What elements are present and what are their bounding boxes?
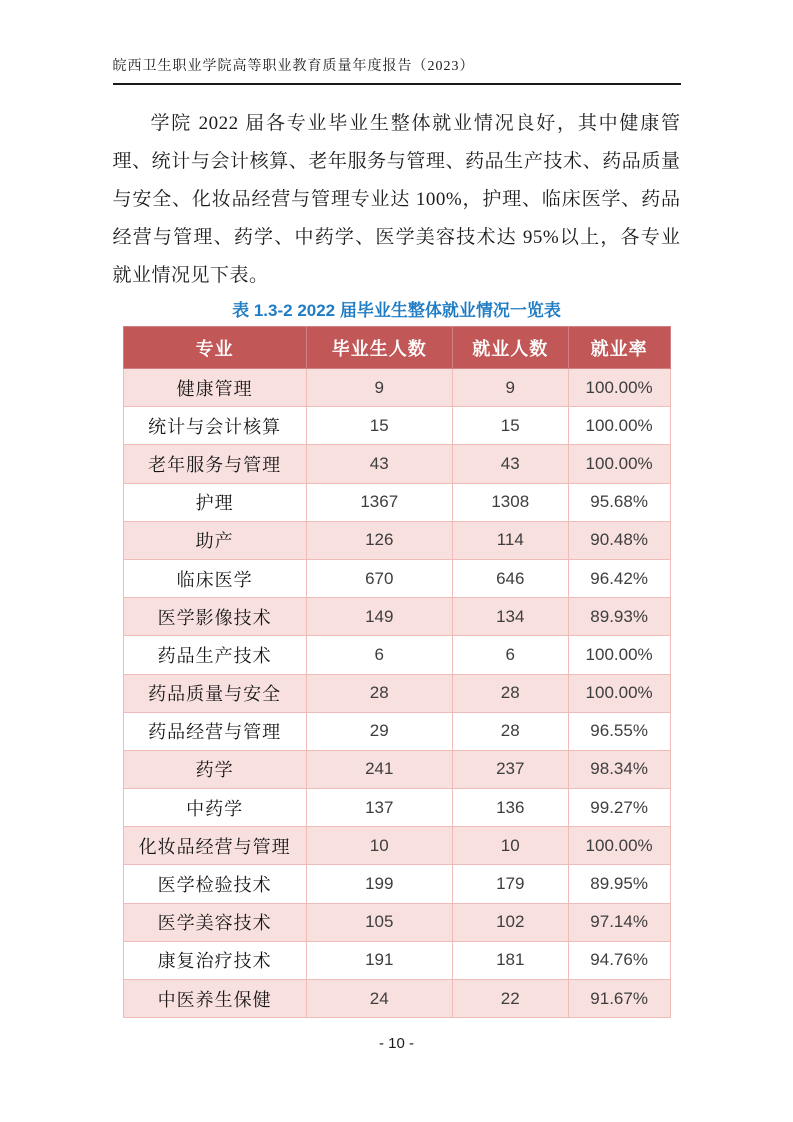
- value-cell: 136: [452, 789, 568, 827]
- value-cell: 99.27%: [568, 789, 670, 827]
- value-cell: 94.76%: [568, 941, 670, 979]
- major-cell: 康复治疗技术: [123, 941, 306, 979]
- table-row: [123, 941, 670, 979]
- column-header: 毕业生人数: [306, 327, 452, 369]
- column-header: 就业率: [568, 327, 670, 369]
- major-cell: 药学: [123, 750, 306, 788]
- value-cell: 100.00%: [568, 636, 670, 674]
- value-cell: 10: [452, 827, 568, 865]
- table-row: [123, 712, 670, 750]
- page-content: [113, 0, 681, 1018]
- value-cell: 91.67%: [568, 980, 670, 1018]
- major-cell: 医学美容技术: [123, 903, 306, 941]
- value-cell: 1308: [452, 483, 568, 521]
- major-cell: 中医养生保健: [123, 980, 306, 1018]
- table-row: [123, 980, 670, 1018]
- value-cell: 96.42%: [568, 559, 670, 597]
- value-cell: 100.00%: [568, 369, 670, 407]
- value-cell: 9: [452, 369, 568, 407]
- value-cell: 102: [452, 903, 568, 941]
- column-header: 专业: [123, 327, 306, 369]
- value-cell: 241: [306, 750, 452, 788]
- table-header: [123, 327, 670, 369]
- value-cell: 15: [306, 407, 452, 445]
- table-row: [123, 369, 670, 407]
- value-cell: 28: [452, 712, 568, 750]
- table-header-row: [123, 327, 670, 369]
- table-row: [123, 903, 670, 941]
- table-row: [123, 445, 670, 483]
- major-cell: 健康管理: [123, 369, 306, 407]
- value-cell: 100.00%: [568, 827, 670, 865]
- value-cell: 28: [306, 674, 452, 712]
- table-row: [123, 636, 670, 674]
- column-header: 就业人数: [452, 327, 568, 369]
- value-cell: 10: [306, 827, 452, 865]
- value-cell: 134: [452, 598, 568, 636]
- value-cell: 9: [306, 369, 452, 407]
- table-row: [123, 865, 670, 903]
- table-body: [123, 369, 670, 1018]
- value-cell: 1367: [306, 483, 452, 521]
- table-row: [123, 827, 670, 865]
- value-cell: 6: [306, 636, 452, 674]
- major-cell: 医学影像技术: [123, 598, 306, 636]
- value-cell: 100.00%: [568, 445, 670, 483]
- employment-table: [123, 326, 671, 1018]
- value-cell: 28: [452, 674, 568, 712]
- value-cell: 670: [306, 559, 452, 597]
- value-cell: 6: [452, 636, 568, 674]
- table-row: [123, 789, 670, 827]
- major-cell: 护理: [123, 483, 306, 521]
- major-cell: 助产: [123, 521, 306, 559]
- value-cell: 15: [452, 407, 568, 445]
- major-cell: 中药学: [123, 789, 306, 827]
- value-cell: 179: [452, 865, 568, 903]
- major-cell: 临床医学: [123, 559, 306, 597]
- table-row: [123, 674, 670, 712]
- major-cell: 医学检验技术: [123, 865, 306, 903]
- value-cell: 105: [306, 903, 452, 941]
- table-row: [123, 521, 670, 559]
- table-row: [123, 598, 670, 636]
- value-cell: 89.95%: [568, 865, 670, 903]
- value-cell: 22: [452, 980, 568, 1018]
- value-cell: 199: [306, 865, 452, 903]
- value-cell: 191: [306, 941, 452, 979]
- major-cell: 化妆品经营与管理: [123, 827, 306, 865]
- page-header: [113, 57, 681, 85]
- table-row: [123, 483, 670, 521]
- value-cell: 43: [306, 445, 452, 483]
- major-cell: 老年服务与管理: [123, 445, 306, 483]
- page-header-title: 皖西卫生职业学院高等职业教育质量年度报告（2023）: [112, 59, 475, 74]
- value-cell: 100.00%: [568, 674, 670, 712]
- value-cell: 114: [452, 521, 568, 559]
- value-cell: 90.48%: [568, 521, 670, 559]
- value-cell: 100.00%: [568, 407, 670, 445]
- value-cell: 29: [306, 712, 452, 750]
- value-cell: 237: [452, 750, 568, 788]
- table-row: [123, 750, 670, 788]
- value-cell: 43: [452, 445, 568, 483]
- major-cell: 药品经营与管理: [123, 712, 306, 750]
- value-cell: 137: [306, 789, 452, 827]
- value-cell: 98.34%: [568, 750, 670, 788]
- table-row: [123, 407, 670, 445]
- table-row: [123, 559, 670, 597]
- major-cell: 药品质量与安全: [123, 674, 306, 712]
- value-cell: 24: [306, 980, 452, 1018]
- value-cell: 96.55%: [568, 712, 670, 750]
- major-cell: 药品生产技术: [123, 636, 306, 674]
- table-title: 表 1.3-2 2022 届毕业生整体就业情况一览表: [232, 301, 561, 320]
- value-cell: 95.68%: [568, 483, 670, 521]
- major-cell: 统计与会计核算: [123, 407, 306, 445]
- value-cell: 181: [452, 941, 568, 979]
- value-cell: 149: [306, 598, 452, 636]
- page-number: - 10 -: [378, 1035, 414, 1052]
- body-paragraph: 学院 2022 届各专业毕业生整体就业情况良好，其中健康管理、统计与会计核算、老年服务与管理、药品生产技术、药品质量与安全、化妆品经营与管理专业达 100%，护理、临床医学、药品经营与管理、药学、中药学、医学美容技术达 95%以上，各专业就业情况见下表。: [112, 113, 681, 286]
- value-cell: 646: [452, 559, 568, 597]
- value-cell: 89.93%: [568, 598, 670, 636]
- value-cell: 126: [306, 521, 452, 559]
- value-cell: 97.14%: [568, 903, 670, 941]
